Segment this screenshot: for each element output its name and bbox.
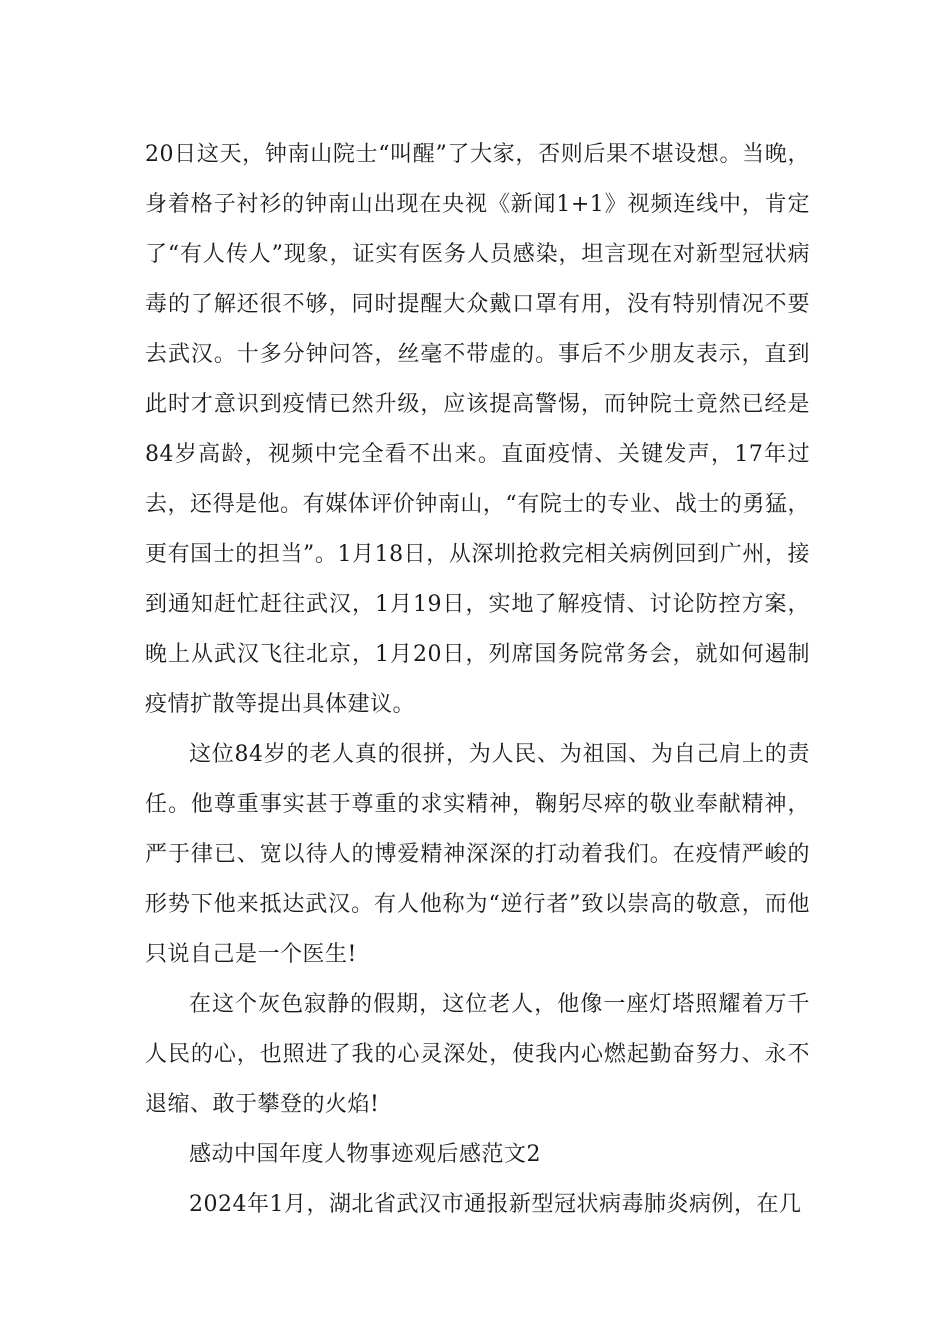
paragraph-5: 2024年1月，湖北省武汉市通报新型冠状病毒肺炎病例，在几 — [189, 1192, 802, 1217]
paragraph-2: 这位84岁的老人真的很拼，为人民、为祖国、为自己肩上的责任。他尊重事实甚于尊重的求实精神，鞠躬尽瘁的敬业奉献精神，严于律已、宽以待人的博爱精神深深的打动着我们。在疫情严峻的形势下他来抵达武汉。有人他称为“逆行者”致以崇高的敬意，而他只说自己是一个医生! — [145, 742, 810, 967]
document-body — [145, 130, 810, 1230]
paragraph-1: 20日这天，钟南山院士“叫醒”了大家，否则后果不堪设想。当晚，身着格子衬衫的钟南山出现在央视《新闻1+1》视频连线中，肯定了“有人传人”现象，证实有医务人员感染，坦言现在对新型冠状病毒的了解还很不够，同时提醒大众戴口罩有用，没有特别情况不要去武汉。十多分钟问答，丝毫不带虚的。事后不少朋友表示，直到此时才意识到疫情已然升级，应该提高警惕，而钟院士竟然已经是84岁高龄，视频中完全看不出来。直面疫情、关键发声，17年过去，还得是他。有媒体评价钟南山，“有院士的专业、战士的勇猛，更有国士的担当”。1月18日，从深圳抢救完相关病例回到广州，接到通知赶忙赶往武汉，1月19日，实地了解疫情、讨论防控方案，晚上从武汉飞往北京，1月20日，列席国务院常务会，就如何遏制疫情扩散等提出具体建议。 — [145, 142, 810, 717]
section-heading: 感动中国年度人物事迹观后感范文2 — [189, 1142, 541, 1167]
paragraph-3: 在这个灰色寂静的假期，这位老人，他像一座灯塔照耀着万千人民的心，也照进了我的心灵深处，使我内心燃起勤奋努力、永不退缩、敢于攀登的火焰! — [145, 992, 810, 1117]
